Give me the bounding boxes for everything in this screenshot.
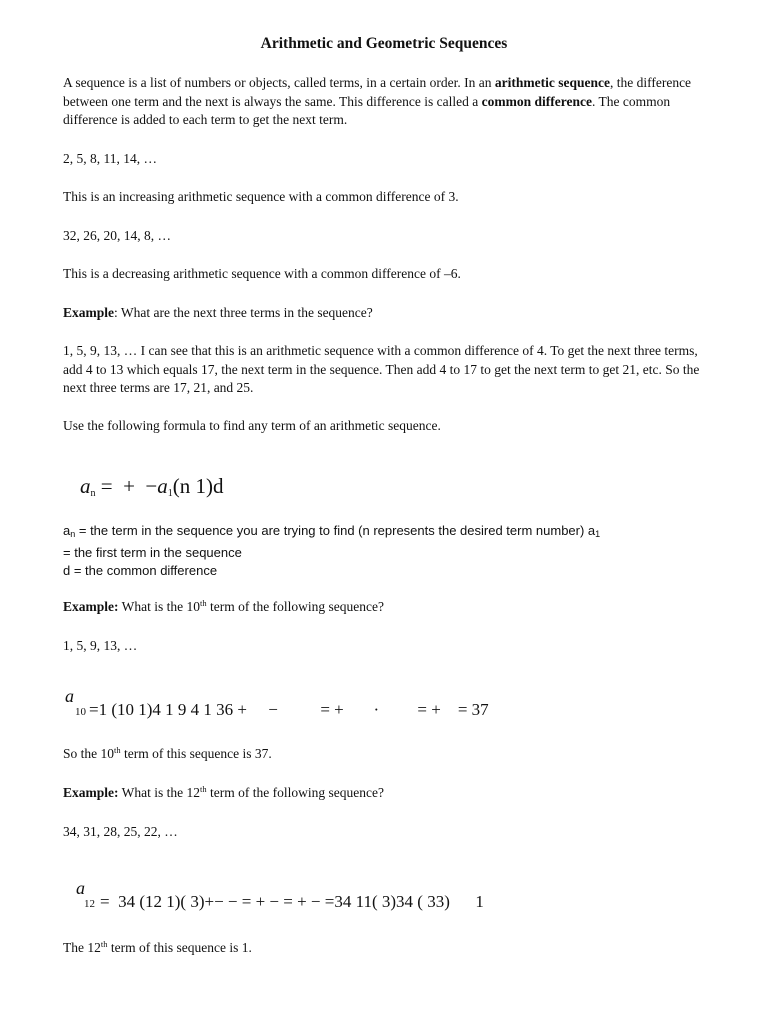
arithmetic-formula: [80, 474, 224, 499]
example-1-question: [63, 304, 715, 323]
example-3-conc-sup: th: [100, 939, 108, 949]
formula-tail: (n 1)d: [172, 474, 224, 498]
example-1-answer: 1, 5, 9, 13, … I can see that this is an arithmetic sequence with a common difference of 4. To get the next three terms, add 4 to 13 which equals 17, the next term in the sequence. Then add 4 to 17 to get the next term to get 21, etc. So the next three terms are 17, 21, and 25.: [63, 343, 700, 395]
calc-2-subscript: 10: [75, 706, 86, 718]
an-symbol: a: [63, 523, 71, 538]
sequence-example-1: 2, 5, 8, 11, 14, …: [63, 151, 157, 166]
example-2-sequence: 1, 5, 9, 13, …: [63, 638, 138, 653]
formula-n-subscript: n: [90, 488, 96, 499]
sequence-example-2: 32, 26, 20, 14, 8, …: [63, 228, 171, 243]
definition-a1: = the first term in the sequence: [63, 544, 242, 560]
example-1-question-text: : What are the next three terms in the sequence?: [114, 305, 373, 320]
example-2-q-post: term of the following sequence?: [206, 599, 384, 614]
definition-an: [63, 522, 713, 544]
example-3-conclusion: [63, 939, 715, 958]
example-2-label: Example:: [63, 599, 119, 614]
example-3-sequence: 34, 31, 28, 25, 22, …: [63, 824, 178, 839]
a1-subscript: 1: [595, 529, 601, 539]
intro-text-2: , the difference between one term and the next is always the same. This difference is called a: [63, 75, 692, 109]
example-2-question: [63, 598, 715, 617]
term-common-difference: common difference: [481, 93, 592, 109]
an-subscript: n: [70, 529, 76, 539]
example-3-q-post: term of the following sequence?: [206, 785, 384, 800]
example-3-conc-post: term of this sequence is 1.: [107, 940, 252, 955]
formula-intro: Use the following formula to find any term of an arithmetic sequence.: [63, 418, 441, 433]
example-2-calculation: [63, 686, 663, 726]
example-2-q-sup: th: [200, 598, 207, 608]
formula-operators: = + −: [95, 474, 158, 498]
calc-3-subscript: 12: [84, 898, 95, 910]
intro-paragraph: [63, 74, 715, 130]
example-1-label: Example: [63, 305, 115, 320]
term-arithmetic-sequence: arithmetic sequence: [494, 75, 610, 90]
calc-3-expression: = 34 (12 1)( 3)+− − = + − = + − =34 11( 3)34 ( 33) 1: [100, 892, 484, 911]
sequence-example-2-description: This is a decreasing arithmetic sequence with a common difference of –6.: [63, 266, 461, 281]
example-3-label: Example:: [63, 785, 119, 800]
example-2-conclusion: [63, 745, 715, 764]
example-2-conc-post: term of this sequence is 37.: [120, 746, 272, 761]
example-2-q-pre: What is the 10: [118, 599, 200, 614]
sequence-example-1-description: This is an increasing arithmetic sequence with a common difference of 3.: [63, 189, 459, 204]
example-3-conc-pre: The 12: [63, 940, 101, 955]
example-2-conc-pre: So the 10: [63, 746, 115, 761]
example-3-question: [63, 784, 715, 803]
example-3-q-pre: What is the 12: [118, 785, 200, 800]
calc-2-expression: =1 (10 1)4 1 9 4 1 36 + − = + · = + = 37: [89, 700, 489, 719]
definition-d: d = the common difference: [63, 563, 218, 578]
intro-text-3: . The common difference is added to each term to get the next term.: [63, 93, 671, 127]
formula-a: a: [80, 474, 91, 498]
example-3-calculation: [74, 878, 714, 918]
document-title: Arithmetic and Geometric Sequences: [260, 35, 508, 52]
formula-a1: a: [157, 474, 168, 498]
formula-definitions: [63, 522, 713, 581]
calc-3-a: a: [76, 878, 85, 898]
intro-text-1: A sequence is a list of numbers or objects, called terms, in a certain order. In an: [63, 75, 495, 90]
example-2-conc-sup: th: [114, 745, 121, 755]
calc-2-a: a: [65, 686, 74, 706]
an-definition: = the term in the sequence you are trying to find (n represents the desired term number) a: [75, 523, 596, 538]
example-3-q-sup: th: [200, 784, 207, 794]
formula-1-subscript: 1: [167, 488, 173, 499]
